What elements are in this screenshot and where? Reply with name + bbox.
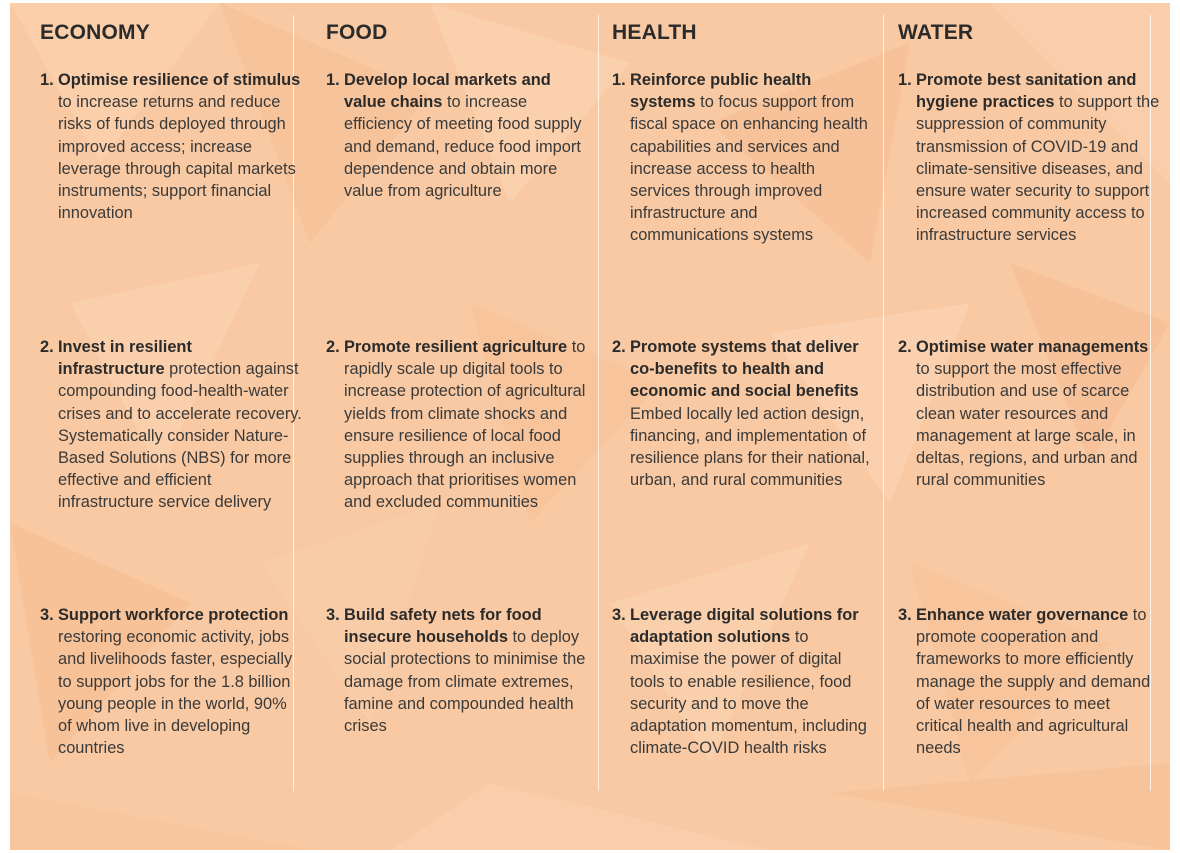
column-title: WATER bbox=[898, 21, 974, 44]
action-item bbox=[326, 336, 588, 514]
column-title: HEALTH bbox=[612, 21, 697, 44]
item-heading: Promote best sanitation and hygiene practices bbox=[916, 71, 1137, 112]
item-number: 3. bbox=[612, 606, 626, 624]
item-heading: Promote systems that deliver co-benefits to health and economic and social benefits bbox=[630, 338, 859, 401]
action-item bbox=[612, 604, 874, 759]
action-item bbox=[612, 336, 874, 491]
item-heading: Promote resilient agriculture bbox=[344, 338, 568, 356]
item-number: 3. bbox=[326, 606, 340, 624]
item-number: 3. bbox=[898, 606, 912, 624]
item-description: Embed locally led action design, financing, and implementation of resilience plans for their national, urban, and rural communities bbox=[630, 404, 870, 490]
item-description: to support the most effective distribution and use of scarce clean water resources and management at large scale, in deltas, regions, and urban and rural communities bbox=[916, 360, 1138, 490]
item-number: 1. bbox=[40, 71, 54, 89]
column-divider-2 bbox=[598, 15, 599, 791]
item-number: 2. bbox=[40, 338, 54, 356]
column-divider-3 bbox=[883, 15, 884, 791]
column-title: ECONOMY bbox=[40, 21, 150, 44]
item-description: to focus support from fiscal space on enhancing health capabilities and services and increase access to health services through improved infrastructure and communications systems bbox=[630, 93, 868, 245]
action-item bbox=[326, 69, 588, 202]
action-item bbox=[898, 336, 1160, 491]
item-description: to increase returns and reduce risks of funds deployed through improved access; increase leverage through capital markets instruments; support financial innovation bbox=[58, 93, 296, 223]
resilience-actions-panel bbox=[10, 3, 1170, 850]
item-description: restoring economic activity, jobs and livelihoods faster, especially to support jobs for the 1.8 billion young people in the world, 90% of whom live in developing countries bbox=[58, 628, 293, 758]
item-number: 2. bbox=[612, 338, 626, 356]
item-description: to increase efficiency of meeting food supply and demand, reduce food import dependence and obtain more value from agriculture bbox=[344, 93, 582, 201]
item-description: to support the suppression of community transmission of COVID-19 and climate-sensitive diseases, and ensure water security to support increased community access to infrastructure services bbox=[916, 93, 1160, 245]
item-heading: Support workforce protection bbox=[58, 606, 289, 624]
item-heading: Build safety nets for food insecure households bbox=[344, 606, 542, 647]
column-title: FOOD bbox=[326, 21, 388, 44]
item-description: to promote cooperation and frameworks to more efficiently manage the supply and demand of water resources to meet critical health and agricultural needs bbox=[916, 606, 1151, 758]
action-item bbox=[898, 69, 1160, 247]
item-number: 1. bbox=[612, 71, 626, 89]
action-item bbox=[40, 69, 302, 224]
item-number: 1. bbox=[898, 71, 912, 89]
item-heading: Leverage digital solutions for adaptation solutions bbox=[630, 606, 859, 647]
item-heading: Invest in resilient infrastructure bbox=[58, 338, 192, 379]
item-description: to rapidly scale up digital tools to increase protection of agricultural yields from climate shocks and ensure resilience of local food supplies through an inclusive approach that prioritises women and excluded communities bbox=[344, 338, 586, 512]
action-item bbox=[612, 69, 874, 247]
item-heading: Reinforce public health systems bbox=[630, 71, 812, 112]
item-description: to maximise the power of digital tools to enable resilience, food security and to move the adaptation momentum, including climate-COVID health risks bbox=[630, 628, 867, 758]
action-item bbox=[40, 604, 302, 759]
item-heading: Enhance water governance bbox=[916, 606, 1129, 624]
item-number: 1. bbox=[326, 71, 340, 89]
item-number: 2. bbox=[326, 338, 340, 356]
action-item bbox=[40, 336, 302, 514]
item-heading: Develop local markets and value chains bbox=[344, 71, 551, 112]
item-number: 2. bbox=[898, 338, 912, 356]
item-heading: Optimise water managements bbox=[916, 338, 1149, 356]
item-description: protection against compounding food-health-water crises and to accelerate recovery. Systematically consider Nature-Based Solutions (NBS) for more effective and efficient infrastructure service delivery bbox=[58, 360, 302, 512]
item-number: 3. bbox=[40, 606, 54, 624]
action-item bbox=[326, 604, 588, 737]
action-item bbox=[898, 604, 1160, 759]
item-heading: Optimise resilience of stimulus bbox=[58, 71, 301, 89]
item-description: to deploy social protections to minimise the damage from climate extremes, famine and compounded health crises bbox=[344, 628, 586, 736]
